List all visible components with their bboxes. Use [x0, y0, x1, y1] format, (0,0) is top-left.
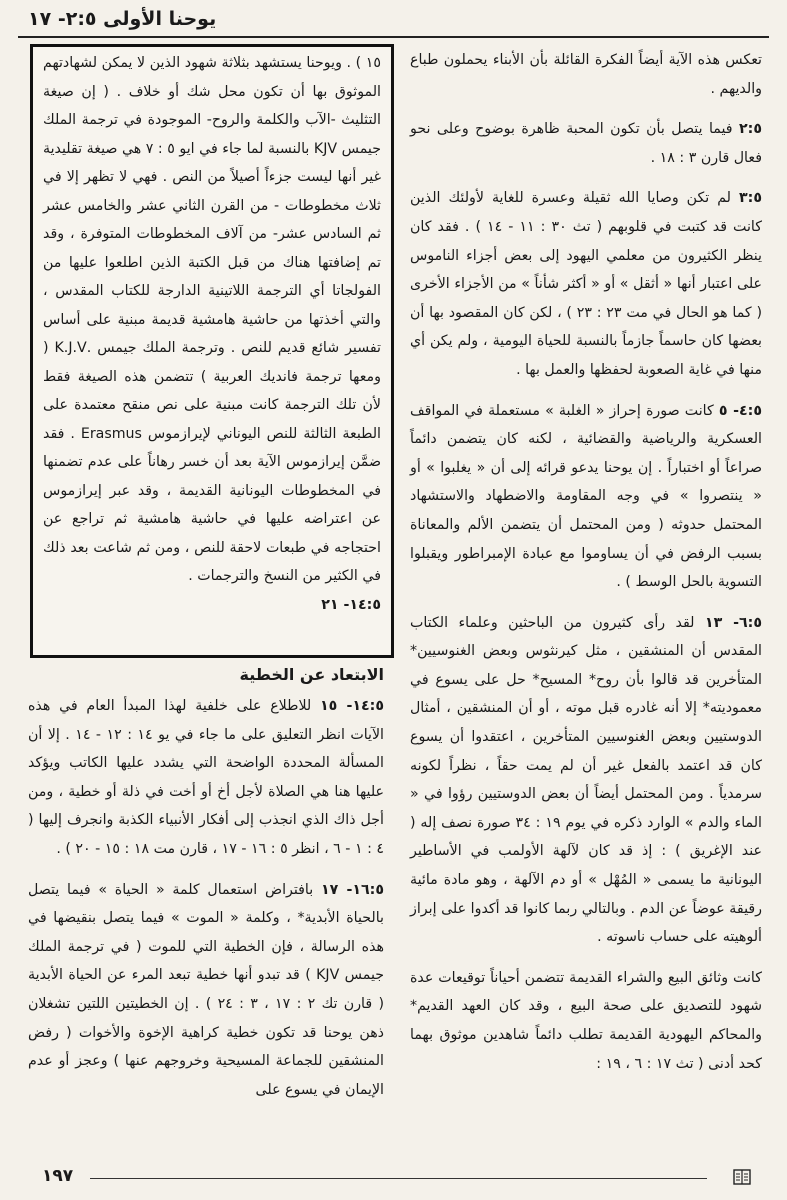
footer-rule — [90, 1178, 707, 1179]
paragraph — [410, 964, 762, 1078]
paragraph-text: بافتراض استعمال كلمة « الحياة » فيما يتصل بالحياة الأبدية* ، وكلمة « الموت » فيما يتصل بنقيضها في هذه الرسالة ، فإن الخطية التي للموت ( في ترجمة الملك جيمس KJV ) قد تبدو أنها خطية تبعد المرء عن الحياة الأبدية ( قارن تك ٢ : ١٧ ، ٣ : ٢٤ ) . إن الخطيتين اللتين تشغلان ذهن يوحنا قد تكون خطية كراهية الإخوة والأخوات ( رفض المنشقين للجماعة المسيحية وخروجهم عنها ) وعجز أو عدم الإيمان في يسوع على — [28, 881, 384, 1098]
verse-ref: ٢:٥ — [739, 121, 763, 138]
page-footer — [20, 1166, 767, 1190]
paragraph-text: تعكس هذه الآية أيضاً الفكرة القائلة بأن الأبناء يحملون طباع والديهم . — [410, 52, 762, 97]
section-title: الابتعاد عن الخطية — [239, 665, 384, 684]
header-title: يوحنا الأولى ٢:٥- ١٧ — [28, 8, 217, 30]
paragraph-text: كانت وثائق البيع والشراء القديمة تتضمن أحياناً توقيعات عدة شهود للتصديق على صحة البيع ، وقد كان العهد القديم* والمحاكم اليهودية القديمة تطلب دائماً شاهدين موثوق بهما كحد أدنى ( تث ١٧ : ٦ ، ١٩ : — [410, 969, 762, 1072]
paragraph-text: لقد رأى كثيرون من الباحثين وعلماء الكتاب المقدس أن المنشقين ، مثل كيرنثوس وبعض الغنوسيين* المتأخرين قد قالوا بأن روح* المسيح* حل على يسوع في معموديته* إلا أنه غادره قبل موته ، أو أن المنشقين ، أمثال الدوستيين وبعض الغنوسيين المتأخرين ، اعتقدوا أن يسوع كان قد اعتمد بالفعل غير أن لم يمت حقاً ، نظراً لكونه سرمدياً . ومن المحتمل أيضاً أن بعض الدوستيين رؤوا في « الماء والدم » الوارد ذكره في يوم ١٩ : ٣٤ صورة نصف إله ( عند الإغريق ) : إذ قد كان لآلهة الأولمب في الأساطير اليونانية ما يسمى « المُهْل » أو دم الآلهة ، وهو مادة مائية رقيقة عوضاً عن الدم . وبالتالي ربما كانوا قد أكدوا على إبراز ألوهيته على حساب ناسوته . — [410, 614, 762, 946]
verse-ref: ١٦:٥- ١٧ — [320, 881, 384, 898]
paragraph — [28, 876, 384, 1105]
verse-ref: ١٤:٥- ١٥ — [319, 698, 385, 714]
boxed-note-ref: ١٤:٥- ٢١ — [321, 596, 381, 613]
page-number: ١٩٧ — [42, 1166, 74, 1186]
paragraph-text: لم تكن وصايا الله ثقيلة وعسرة للغاية لأولئك الذين كانت قد كتبت في قلوبهم ( تث ٣٠ : ١١ - ١٤ ) . فقد كان ينظر الكثيرون من معلمي اليهود إلى بعض أجزاء الناموس على اعتبار أنها « أثقل » أو « أكثر شأناً » من الأجزاء الأخرى ( كما هو الحال في مت ٢٣ : ٢٣ ) ، لكن كان المقصود بها أن بعضها كان حاسماً جازماً بالنسبة للحياة اليومية ، ولم يكن أي منها في غاية الصعوبة لحفظها والعمل بها . — [410, 190, 762, 378]
left-column — [28, 662, 384, 1110]
boxed-note-text: ١٥ ) . ويوحنا يستشهد بثلاثة شهود الذين لا يمكن لشهادتهم الموثوق بها أن تكون محل شك أو خلاف . ( إن صيغة التثليث -الآب والكلمة والروح- الموجودة في ترجمة الملك جيمس KJV بالنسبة لما جاء في ايو ٥ : ٧ هي صيغة تقليدية غير أنها ليست جزءاً أصيلاً من النص . فهي لا تظهر إلا في ثلاث مخطوطات - من القرن الثاني عشر والخامس عشر ثم السادس عشر- من آلاف المخطوطات المتوفرة ، وقد تم إضافتها هناك من قبل الكتبة الذين اطلعوا عليها من الفولجاتا أي الترجمة اللاتينية الدارجة للكتاب المقدس ، والتي أخذتها من حاشية هامشية قديمة مبنية على أساس تفسير شائع قديم للنص . وترجمة الملك جيمس .K.J.V ( ومعها ترجمة فانديك العربية ) تتضمن هذه الصيغة فقط لأن تلك الترجمة كانت مبنية على نص منقح معتمدة على الطبعة الثالثة للنص اليوناني لإيرازموس Erasmus . فقد ضمَّن إيرازموس الآية بعد أن خسر رهاناً على عدم تضمنها في المخطوطات اليونانية القديمة ، وقد عبر إيرازموس عن اعتراضه عليها في حاشية هامشية ثم تراجع عن احتجاجه في طبعات لاحقة للنص ، ومن ثم شاعت بعد ذلك في الكثير من النسخ والترجمات . — [43, 55, 382, 584]
verse-ref: ٤:٥- ٥ — [718, 402, 762, 419]
paragraph — [410, 609, 762, 952]
verse-ref: ٣:٥ — [739, 190, 762, 207]
book-icon — [733, 1168, 751, 1186]
right-column — [410, 46, 762, 1084]
paragraph — [410, 397, 762, 597]
paragraph-text: كانت صورة إحراز « الغلبة » مستعملة في المواقف العسكرية والرياضية والقضائية ، لكنه كان يتضمن دائماً صراعاً أو اختباراً . إن يوحنا يدعو قرائه إلى أن « يغلبوا » أو « ينتصروا » في وجه المقاومة والاضطهاد والاستشهاد المحتمل حدوثه ( ومن المحتمل أن يتضمن الألم والمعاناة بسبب الرفض في أن يساوموا مع عبادة الإمبراطور ويقبلوا التسوية بالحل الوسط ) . — [410, 402, 762, 591]
paragraph — [28, 692, 384, 864]
verse-ref: ٦:٥- ١٣ — [704, 614, 762, 631]
running-header — [18, 6, 769, 38]
boxed-note — [30, 44, 394, 658]
paragraph-text: للاطلاع على خلفية لهذا المبدأ العام في هذه الآيات انظر التعليق على ما جاء في يو ١٤ : ١٢ - ١٤ . إلا أن المسألة المحددة الواضحة التي يشدد عليها الكاتب ويؤكد عليها هنا هي الصلاة لأجل أخ أو أخت في ذلة أو خطية ، ومن أجل ذاك الذي انجذب إلى أفكار الأنبياء الكذبة وانجرف إليها ( ٤ : ١ - ٦ ، انظر ٥ : ١٦ - ١٧ ، قارن مت ١٨ : ١٥ - ٢٠ ) . — [28, 698, 384, 857]
paragraph — [410, 46, 762, 103]
paragraph — [410, 184, 762, 384]
paragraph-text: فيما يتصل بأن تكون المحبة ظاهرة بوضوح وعلى نحو فعال قارن ٣ : ١٨ . — [410, 121, 762, 166]
paragraph — [410, 115, 762, 172]
